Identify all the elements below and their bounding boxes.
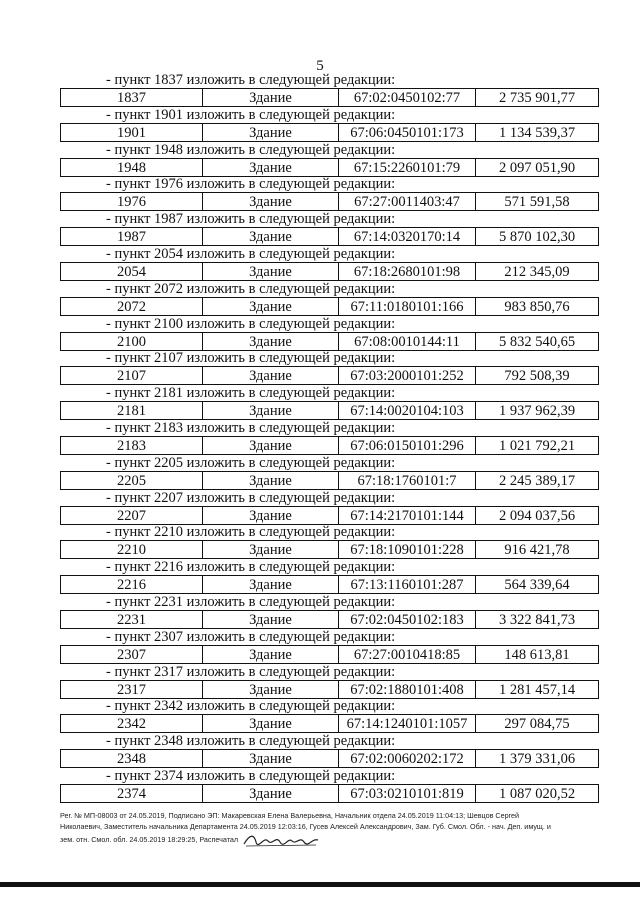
amendment-entry	[60, 247, 599, 282]
amendment-instruction: - пункт 2205 изложить в следующей редакции:	[106, 454, 396, 471]
amendment-instruction: - пункт 2317 изложить в следующей редакции:	[106, 663, 396, 680]
amendment-instruction: - пункт 2231 изложить в следующей редакции:	[106, 593, 396, 610]
item-number-cell: 2107	[61, 367, 203, 384]
item-number-cell: 1976	[61, 193, 203, 210]
amendment-instruction: - пункт 1948 изложить в следующей редакции:	[106, 141, 396, 158]
object-type-cell: Здание	[203, 333, 339, 350]
amendment-entry	[60, 143, 599, 178]
cadastral-number-cell: 67:27:0011403:47	[339, 193, 476, 210]
object-type-cell: Здание	[203, 228, 339, 245]
object-type-cell: Здание	[203, 193, 339, 210]
cadastral-value-cell: 571 591,58	[504, 194, 570, 211]
footer-line-3	[60, 832, 600, 848]
table-row	[60, 540, 599, 559]
cadastral-number-cell: 67:14:1240101:1057	[339, 715, 476, 732]
object-type-cell: Здание	[203, 576, 339, 593]
item-number-cell: 2317	[61, 681, 203, 698]
cadastral-value-cell: 1 134 539,37	[498, 124, 576, 141]
cadastral-value-cell: 2 245 389,17	[498, 472, 576, 489]
cadastral-number-cell: 67:14:0020104:103	[339, 402, 476, 419]
amendment-entry	[60, 282, 599, 317]
amendment-entry	[60, 108, 599, 143]
cadastral-number-cell: 67:18:2680101:98	[339, 263, 476, 280]
object-type-cell: Здание	[203, 646, 339, 663]
item-number-cell: 1837	[61, 89, 203, 106]
item-number-cell: 2205	[61, 472, 203, 489]
amendment-entry	[60, 491, 599, 526]
item-number-cell: 2183	[61, 437, 203, 454]
amendment-instruction: - пункт 2374 изложить в следующей редакции:	[106, 767, 396, 784]
item-number-cell: 2181	[61, 402, 203, 419]
amendment-instruction: - пункт 2072 изложить в следующей редакции:	[106, 280, 396, 297]
cadastral-number-cell: 67:02:0450102:183	[339, 611, 476, 628]
object-type-cell: Здание	[203, 611, 339, 628]
object-type-cell: Здание	[203, 750, 339, 767]
cadastral-value-cell: 1 087 020,52	[498, 785, 576, 802]
amendment-entry	[60, 386, 599, 421]
item-number-cell: 2207	[61, 507, 203, 524]
footer-line-1: Рег. № МП-08003 от 24.05.2019, Подписано ЭП: Макаревская Елена Валерьевна, Начальник отдела 24.05.2019 11:04:13; Шевцов Сергей	[60, 811, 520, 820]
cadastral-value-cell: 297 084,75	[504, 716, 570, 733]
table-row	[60, 262, 599, 281]
cadastral-value-cell: 916 421,78	[504, 542, 570, 559]
cadastral-number-cell: 67:13:1160101:287	[339, 576, 476, 593]
item-number-cell: 2342	[61, 715, 203, 732]
cadastral-value-cell: 1 021 792,21	[498, 437, 576, 454]
amendment-instruction: - пункт 2216 изложить в следующей редакции:	[106, 559, 396, 576]
cadastral-number-cell: 67:06:0450101:173	[339, 124, 476, 141]
amendment-entry	[60, 73, 599, 108]
amendment-entry	[60, 421, 599, 456]
amendment-entry	[60, 665, 599, 700]
amendment-instruction: - пункт 2181 изложить в следующей редакции:	[106, 385, 396, 402]
cadastral-number-cell: 67:03:2000101:252	[339, 367, 476, 384]
cadastral-value-cell: 3 322 841,73	[498, 611, 576, 628]
amendment-instruction: - пункт 1837 изложить в следующей редакции:	[106, 72, 396, 88]
amendment-instruction: - пункт 2183 изложить в следующей редакции:	[106, 419, 396, 436]
cadastral-number-cell: 67:18:1090101:228	[339, 541, 476, 558]
amendment-instruction: - пункт 1901 изложить в следующей редакции:	[106, 106, 396, 123]
object-type-cell: Здание	[203, 472, 339, 489]
cadastral-number-cell: 67:11:0180101:166	[339, 298, 476, 315]
item-number-cell: 2054	[61, 263, 203, 280]
table-row	[60, 192, 599, 211]
table-row	[60, 123, 599, 142]
bottom-rule	[0, 882, 640, 887]
object-type-cell: Здание	[203, 437, 339, 454]
object-type-cell: Здание	[203, 402, 339, 419]
amendment-instruction: - пункт 2210 изложить в следующей редакции:	[106, 524, 396, 541]
cadastral-number-cell: 67:14:2170101:144	[339, 507, 476, 524]
cadastral-number-cell: 67:02:1880101:408	[339, 681, 476, 698]
table-row	[60, 610, 599, 629]
amendment-instruction: - пункт 2342 изложить в следующей редакции:	[106, 698, 396, 715]
table-row	[60, 227, 599, 246]
table-row	[60, 158, 599, 177]
table-row	[60, 749, 599, 768]
cadastral-value-cell: 212 345,09	[504, 263, 570, 280]
amendment-entry	[60, 699, 599, 734]
cadastral-value-cell: 2 094 037,56	[498, 507, 576, 524]
amendment-entry	[60, 734, 599, 769]
cadastral-number-cell: 67:14:0320170:14	[339, 228, 476, 245]
amendment-entry	[60, 630, 599, 665]
table-row	[60, 436, 599, 455]
item-number-cell: 2210	[61, 541, 203, 558]
amendment-entry	[60, 525, 599, 560]
object-type-cell: Здание	[203, 89, 339, 106]
cadastral-number-cell: 67:06:0150101:296	[339, 437, 476, 454]
object-type-cell: Здание	[203, 298, 339, 315]
amendment-entry	[60, 456, 599, 491]
item-number-cell: 2374	[61, 785, 203, 802]
object-type-cell: Здание	[203, 263, 339, 280]
footer-line-2: Николаевич, Заместитель начальника Департамента 24.05.2019 12:03:16, Гусев Алексей Александрович, Зам. Губ. Смол. Обл. - нач. Деп. имущ. и	[60, 822, 551, 831]
cadastral-value-cell: 148 613,81	[504, 646, 570, 663]
object-type-cell: Здание	[203, 159, 339, 176]
table-row	[60, 401, 599, 420]
table-row	[60, 784, 599, 803]
amendment-instruction: - пункт 2100 изложить в следующей редакции:	[106, 315, 396, 332]
amendment-instruction: - пункт 2348 изложить в следующей редакции:	[106, 733, 396, 750]
amendment-list	[60, 73, 599, 804]
cadastral-value-cell: 1 937 962,39	[498, 403, 576, 420]
table-row	[60, 714, 599, 733]
table-row	[60, 645, 599, 664]
amendment-instruction: - пункт 2107 изложить в следующей редакции:	[106, 350, 396, 367]
table-row	[60, 506, 599, 525]
amendment-instruction: - пункт 1987 изложить в следующей редакции:	[106, 211, 396, 228]
cadastral-number-cell: 67:03:0210101:819	[339, 785, 476, 802]
object-type-cell: Здание	[203, 367, 339, 384]
table-row	[60, 471, 599, 490]
cadastral-number-cell: 67:27:0010418:85	[339, 646, 476, 663]
cadastral-value-cell: 792 508,39	[504, 368, 570, 385]
cadastral-number-cell: 67:08:0010144:11	[339, 333, 476, 350]
cadastral-value-cell: 2 735 901,77	[498, 90, 576, 106]
cadastral-number-cell: 67:15:2260101:79	[339, 159, 476, 176]
amendment-instruction: - пункт 2207 изложить в следующей редакции:	[106, 489, 396, 506]
object-type-cell: Здание	[203, 124, 339, 141]
object-type-cell: Здание	[203, 715, 339, 732]
cadastral-value-cell: 564 339,64	[504, 577, 570, 594]
cadastral-value-cell: 5 832 540,65	[498, 333, 576, 350]
amendment-entry	[60, 769, 599, 804]
cadastral-value-cell: 5 870 102,30	[498, 229, 576, 246]
cadastral-value-cell: 1 281 457,14	[498, 681, 576, 698]
table-row	[60, 297, 599, 316]
cadastral-value-cell: 2 097 051,90	[498, 159, 576, 176]
amendment-instruction: - пункт 2054 изложить в следующей редакции:	[106, 245, 396, 262]
item-number-cell: 2231	[61, 611, 203, 628]
item-number-cell: 2072	[61, 298, 203, 315]
table-row	[60, 332, 599, 351]
object-type-cell: Здание	[203, 541, 339, 558]
item-number-cell: 2100	[61, 333, 203, 350]
item-number-cell: 2216	[61, 576, 203, 593]
cadastral-number-cell: 67:18:1760101:7	[339, 472, 476, 489]
amendment-instruction: - пункт 2307 изложить в следующей редакции:	[106, 628, 396, 645]
item-number-cell: 2307	[61, 646, 203, 663]
amendment-entry	[60, 595, 599, 630]
table-row	[60, 88, 599, 107]
cadastral-value-cell: 983 850,76	[504, 298, 570, 315]
item-number-cell: 2348	[61, 750, 203, 767]
item-number-cell: 1948	[61, 159, 203, 176]
cadastral-number-cell: 67:02:0450102:77	[339, 89, 476, 106]
page-number: 5	[316, 58, 324, 74]
object-type-cell: Здание	[203, 681, 339, 698]
item-number-cell: 1987	[61, 228, 203, 245]
amendment-entry	[60, 351, 599, 386]
table-row	[60, 575, 599, 594]
object-type-cell: Здание	[203, 507, 339, 524]
footer-line-3-text: зем. отн. Смол. обл. 24.05.2019 18:29:25, Распечатал	[60, 834, 239, 844]
object-type-cell: Здание	[203, 785, 339, 802]
cadastral-value-cell: 1 379 331,06	[498, 751, 576, 768]
table-row	[60, 680, 599, 699]
amendment-entry	[60, 317, 599, 352]
amendment-entry	[60, 212, 599, 247]
cadastral-number-cell: 67:02:0060202:172	[339, 750, 476, 767]
amendment-entry	[60, 177, 599, 212]
item-number-cell: 1901	[61, 124, 203, 141]
table-row	[60, 366, 599, 385]
amendment-entry	[60, 560, 599, 595]
handwritten-signature	[242, 832, 322, 848]
signature-footer	[60, 810, 600, 848]
amendment-instruction: - пункт 1976 изложить в следующей редакции:	[106, 176, 396, 193]
